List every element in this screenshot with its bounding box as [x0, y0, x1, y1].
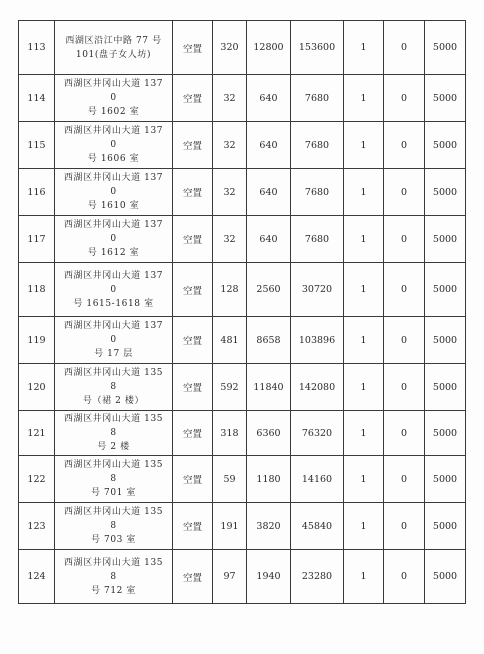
address-line-1: 西湖区井冈山大道 1370 — [63, 270, 164, 295]
table-row — [19, 21, 466, 75]
address-line-1: 西湖区井冈山大道 1358 — [63, 460, 164, 484]
annual-rent-cell: 7680 — [291, 216, 344, 263]
monthly-rent-cell: 640 — [247, 75, 291, 122]
address-line-2: 号（裙 2 楼） — [82, 396, 145, 406]
row-number: 123 — [19, 503, 55, 550]
status-cell: 空置 — [173, 411, 213, 456]
status-cell: 空置 — [173, 75, 213, 122]
row-number: 122 — [19, 456, 55, 503]
monthly-rent-cell: 640 — [247, 216, 291, 263]
row-number: 118 — [19, 263, 55, 317]
address-line-2: 号 1610 室 — [87, 201, 140, 211]
area-cell: 32 — [213, 75, 247, 122]
quantity-cell: 1 — [344, 75, 384, 122]
address-cell — [55, 411, 173, 456]
area-cell: 32 — [213, 122, 247, 169]
area-cell: 320 — [213, 21, 247, 75]
address-line-2: 号 2 楼 — [97, 442, 130, 452]
quantity-cell: 1 — [344, 169, 384, 216]
quantity-cell: 1 — [344, 216, 384, 263]
status-cell: 空置 — [173, 456, 213, 503]
address-line-1: 西湖区井冈山大道 1358 — [63, 414, 164, 438]
extra-cell: 0 — [384, 364, 425, 411]
address-cell — [55, 21, 173, 75]
area-cell: 59 — [213, 456, 247, 503]
annual-rent-cell: 23280 — [291, 550, 344, 604]
annual-rent-cell: 153600 — [291, 21, 344, 75]
area-cell: 191 — [213, 503, 247, 550]
monthly-rent-cell: 6360 — [247, 411, 291, 456]
extra-cell: 0 — [384, 411, 425, 456]
status-cell: 空置 — [173, 169, 213, 216]
area-cell: 32 — [213, 216, 247, 263]
address-cell — [55, 364, 173, 411]
address-line-1: 西湖区井冈山大道 1370 — [63, 126, 164, 150]
deposit-cell: 5000 — [425, 317, 466, 364]
address-cell — [55, 263, 173, 317]
row-number: 117 — [19, 216, 55, 263]
address-line-2: 101(盘子女人坊) — [75, 49, 152, 60]
row-number: 120 — [19, 364, 55, 411]
table-row — [19, 364, 466, 411]
quantity-cell: 1 — [344, 503, 384, 550]
monthly-rent-cell: 1940 — [247, 550, 291, 604]
extra-cell: 0 — [384, 122, 425, 169]
quantity-cell: 1 — [344, 263, 384, 317]
deposit-cell: 5000 — [425, 216, 466, 263]
address-cell — [55, 317, 173, 364]
annual-rent-cell: 142080 — [291, 364, 344, 411]
status-cell: 空置 — [173, 21, 213, 75]
monthly-rent-cell: 12800 — [247, 21, 291, 75]
deposit-cell: 5000 — [425, 263, 466, 317]
row-number: 113 — [19, 21, 55, 75]
area-cell: 318 — [213, 411, 247, 456]
quantity-cell: 1 — [344, 317, 384, 364]
monthly-rent-cell: 8658 — [247, 317, 291, 364]
monthly-rent-cell: 3820 — [247, 503, 291, 550]
address-cell — [55, 169, 173, 216]
area-cell: 32 — [213, 169, 247, 216]
extra-cell: 0 — [384, 317, 425, 364]
row-number: 124 — [19, 550, 55, 604]
quantity-cell: 1 — [344, 456, 384, 503]
extra-cell: 0 — [384, 456, 425, 503]
address-cell — [55, 75, 173, 122]
quantity-cell: 1 — [344, 364, 384, 411]
table-row — [19, 317, 466, 364]
address-cell — [55, 216, 173, 263]
annual-rent-cell: 7680 — [291, 122, 344, 169]
status-cell: 空置 — [173, 216, 213, 263]
area-cell: 97 — [213, 550, 247, 604]
address-line-1: 西湖区井冈山大道 1358 — [63, 368, 164, 392]
quantity-cell: 1 — [344, 550, 384, 604]
row-number: 121 — [19, 411, 55, 456]
table-row — [19, 550, 466, 604]
address-cell — [55, 550, 173, 604]
status-cell: 空置 — [173, 550, 213, 604]
address-line-1: 西湖区井冈山大道 1358 — [63, 507, 164, 531]
table-body — [19, 21, 466, 604]
monthly-rent-cell: 11840 — [247, 364, 291, 411]
annual-rent-cell: 7680 — [291, 75, 344, 122]
address-line-2: 号 701 室 — [90, 488, 137, 498]
deposit-cell: 5000 — [425, 503, 466, 550]
monthly-rent-cell: 640 — [247, 169, 291, 216]
monthly-rent-cell: 2560 — [247, 263, 291, 317]
deposit-cell: 5000 — [425, 21, 466, 75]
deposit-cell: 5000 — [425, 456, 466, 503]
address-cell — [55, 456, 173, 503]
deposit-cell: 5000 — [425, 364, 466, 411]
deposit-cell: 5000 — [425, 169, 466, 216]
quantity-cell: 1 — [344, 21, 384, 75]
row-number: 114 — [19, 75, 55, 122]
annual-rent-cell: 14160 — [291, 456, 344, 503]
address-line-1: 西湖区井冈山大道 1370 — [63, 220, 164, 244]
table-row — [19, 122, 466, 169]
monthly-rent-cell: 640 — [247, 122, 291, 169]
extra-cell: 0 — [384, 21, 425, 75]
extra-cell: 0 — [384, 503, 425, 550]
address-line-2: 号 703 室 — [90, 535, 137, 545]
status-cell: 空置 — [173, 122, 213, 169]
area-cell: 481 — [213, 317, 247, 364]
status-cell: 空置 — [173, 364, 213, 411]
table-row — [19, 411, 466, 456]
extra-cell: 0 — [384, 216, 425, 263]
row-number: 119 — [19, 317, 55, 364]
address-line-1: 西湖区井冈山大道 1370 — [63, 79, 164, 103]
deposit-cell: 5000 — [425, 122, 466, 169]
deposit-cell: 5000 — [425, 75, 466, 122]
table-row — [19, 503, 466, 550]
address-cell — [55, 122, 173, 169]
status-cell: 空置 — [173, 317, 213, 364]
address-line-1: 西湖区井冈山大道 1370 — [63, 173, 164, 197]
table-row — [19, 216, 466, 263]
extra-cell: 0 — [384, 263, 425, 317]
address-line-1: 西湖区井冈山大道 1358 — [63, 557, 164, 582]
extra-cell: 0 — [384, 75, 425, 122]
address-line-2: 号 1606 室 — [87, 154, 140, 164]
address-cell — [55, 503, 173, 550]
table-row — [19, 456, 466, 503]
extra-cell: 0 — [384, 169, 425, 216]
deposit-cell: 5000 — [425, 550, 466, 604]
address-line-2: 号 712 室 — [90, 585, 137, 596]
annual-rent-cell: 45840 — [291, 503, 344, 550]
annual-rent-cell: 30720 — [291, 263, 344, 317]
property-table — [18, 20, 466, 604]
address-line-1: 西湖区沿江中路 77 号 — [65, 35, 162, 46]
area-cell: 592 — [213, 364, 247, 411]
annual-rent-cell: 103896 — [291, 317, 344, 364]
address-line-2: 号 1615-1618 室 — [73, 298, 154, 309]
table-row — [19, 169, 466, 216]
annual-rent-cell: 7680 — [291, 169, 344, 216]
status-cell: 空置 — [173, 263, 213, 317]
monthly-rent-cell: 1180 — [247, 456, 291, 503]
row-number: 115 — [19, 122, 55, 169]
address-line-1: 西湖区井冈山大道 1370 — [63, 321, 164, 345]
quantity-cell: 1 — [344, 411, 384, 456]
extra-cell: 0 — [384, 550, 425, 604]
address-line-2: 号 17 层 — [94, 349, 133, 359]
address-line-2: 号 1612 室 — [87, 248, 140, 258]
quantity-cell: 1 — [344, 122, 384, 169]
status-cell: 空置 — [173, 503, 213, 550]
row-number: 116 — [19, 169, 55, 216]
deposit-cell: 5000 — [425, 411, 466, 456]
table-row — [19, 263, 466, 317]
annual-rent-cell: 76320 — [291, 411, 344, 456]
address-line-2: 号 1602 室 — [87, 107, 140, 117]
area-cell: 128 — [213, 263, 247, 317]
table-row — [19, 75, 466, 122]
